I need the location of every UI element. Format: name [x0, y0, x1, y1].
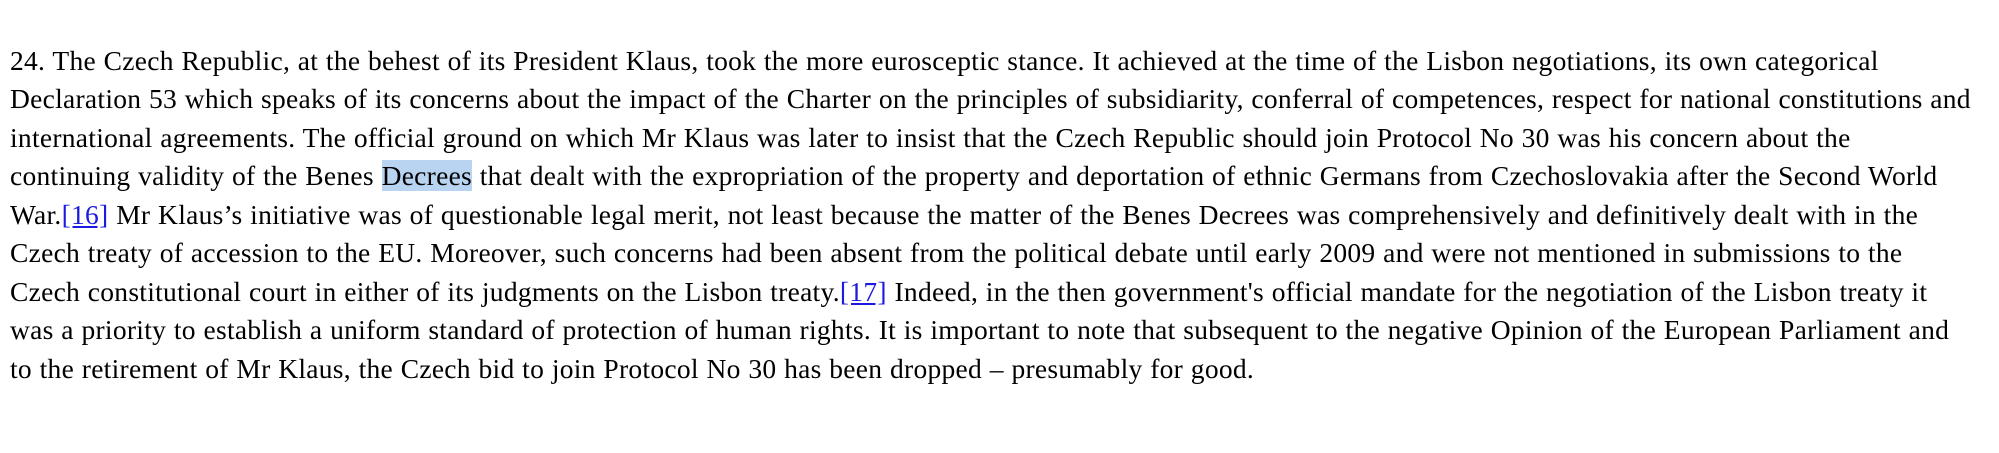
paragraph-text-part-3: Mr Klaus’s initiative was of questionable legal merit, not least because the matter of the Benes Decrees was comprehensively and definitively dealt with in the Czech treaty of accession to the EU. Moreover, such concerns had been absent from the political debate until early 2009 and were not mentioned in submissions to the Czech constitutional court in either of its judgments on the Lisbon treaty. — [10, 198, 1919, 307]
footnote-link-17[interactable]: [17] — [839, 275, 887, 307]
paragraph-24 — [10, 42, 1977, 389]
paragraph-number: 24. — [10, 44, 46, 76]
footnote-link-16[interactable]: [16] — [61, 198, 109, 230]
paragraph-text-part-1: The Czech Republic, at the behest of its President Klaus, took the more eurosceptic stance. It achieved at the time of the Lisbon negotiations, its own categorical Declaration 53 which speaks of its concerns about the impact of the Charter on the principles of subsidiarity, conferral of competences, respect for national constitutions and international agreements. The official ground on which Mr Klaus was later to insist that the Czech Republic should join Protocol No 30 was his concern about the continuing validity of the Benes — [10, 44, 1971, 191]
highlighted-text: Decrees — [381, 160, 473, 191]
paragraph-text-part-2: that dealt with the expropriation of the property and deportation of ethnic Germans from Czechoslovakia after the Second World War. — [10, 160, 1938, 230]
paragraph-text-part-4: Indeed, in the then government's official mandate for the negotiation of the Lisbon treaty it was a priority to establish a uniform standard of protection of human rights. It is important to note that subsequent to the negative Opinion of the European Parliament and to the retirement of Mr Klaus, the Czech bid to join Protocol No 30 has been dropped – presumably for good. — [10, 275, 1950, 384]
